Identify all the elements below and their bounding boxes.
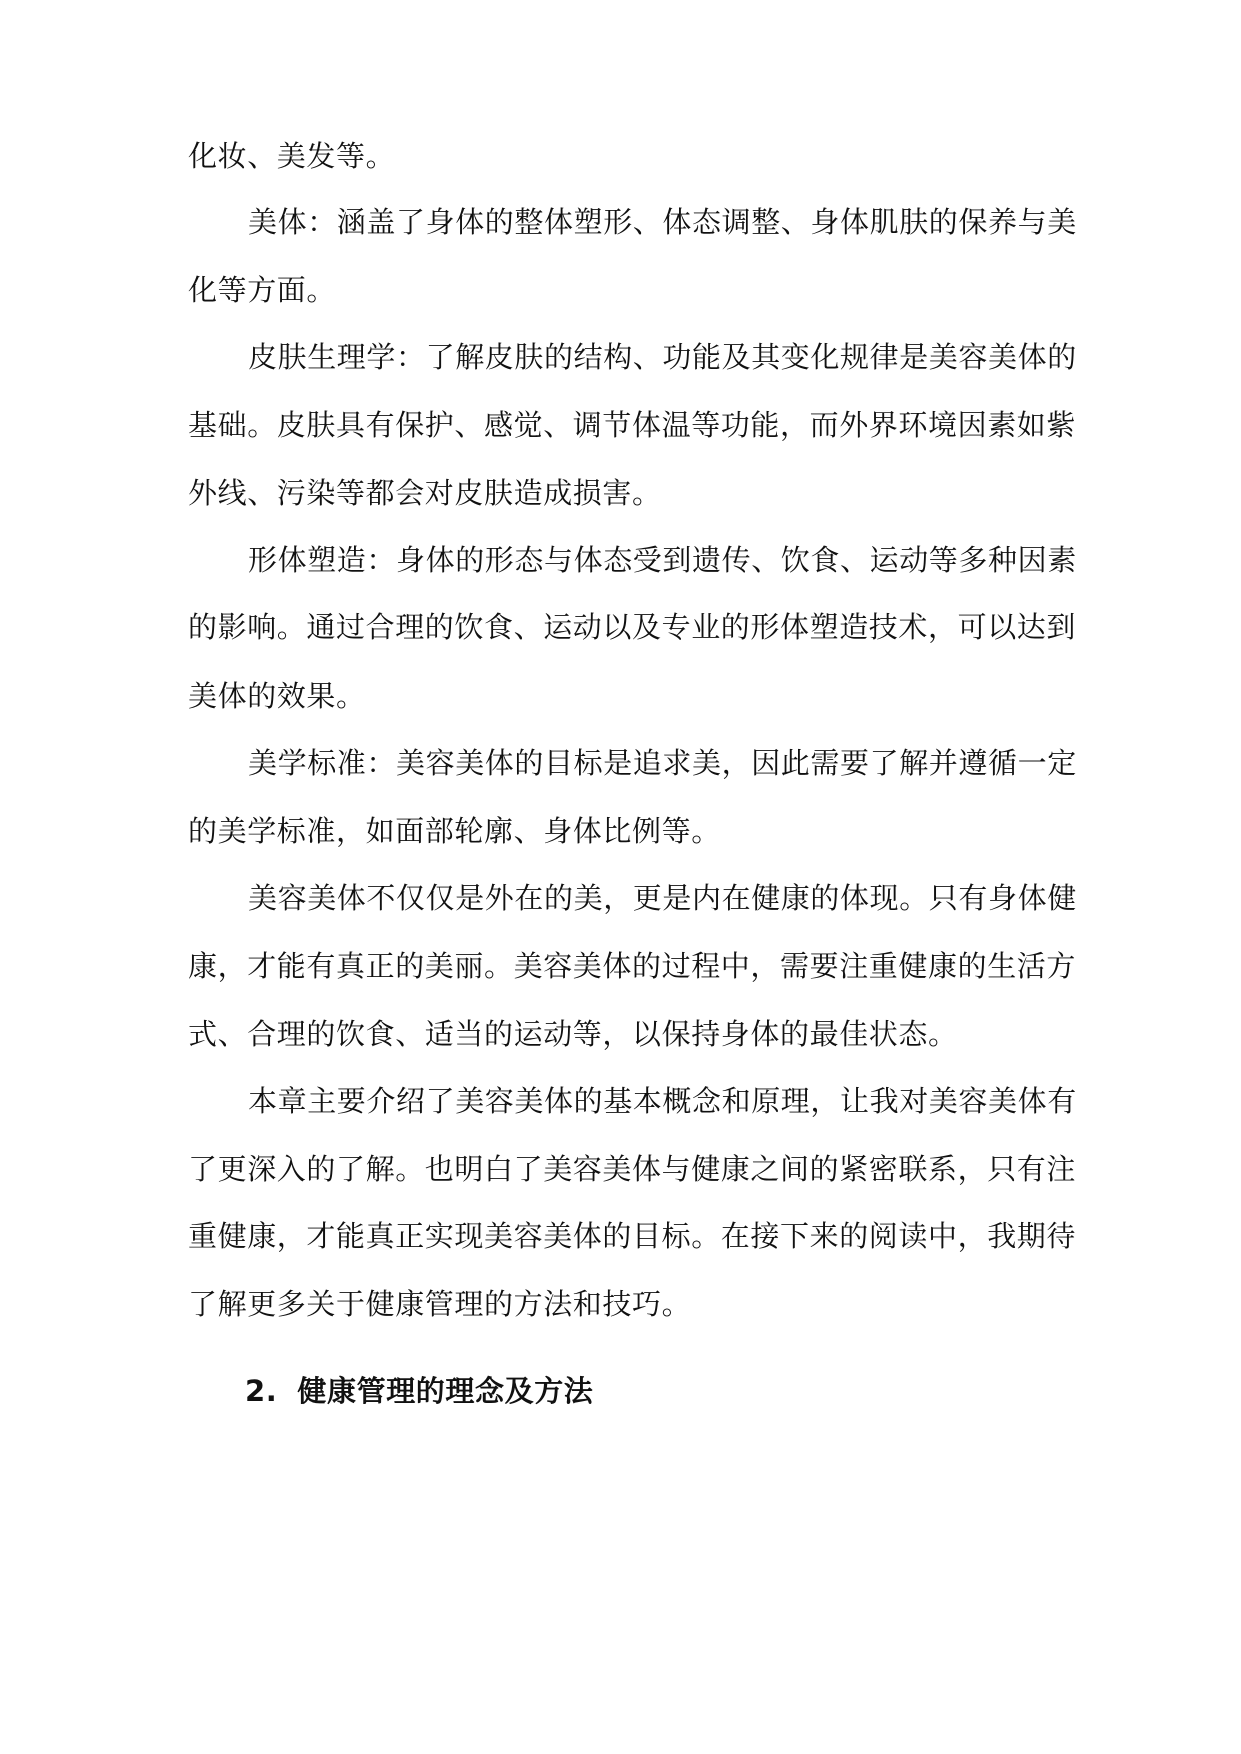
text-line: 了解更多关于健康管理的方法和技巧。	[188, 1287, 692, 1321]
text-line: 康，才能有真正的美丽。美容美体的过程中，需要注重健康的生活方	[188, 949, 1077, 983]
text-line: 本章主要介绍了美容美体的基本概念和原理，让我对美容美体有	[248, 1084, 1077, 1118]
text-line: 的美学标准，如面部轮廓、身体比例等。	[188, 814, 721, 848]
text-line: 外线、污染等都会对皮肤造成损害。	[188, 476, 662, 510]
text-line: 美学标准：美容美体的目标是追求美，因此需要了解并遵循一定	[248, 746, 1077, 780]
text-line: 式、合理的饮食、适当的运动等，以保持身体的最佳状态。	[188, 1017, 958, 1051]
text-line: 了更深入的了解。也明白了美容美体与健康之间的紧密联系，只有注	[188, 1152, 1077, 1186]
section-title: 健康管理的理念及方法	[297, 1374, 594, 1408]
text-line: 的影响。通过合理的饮食、运动以及专业的形体塑造技术，可以达到	[188, 610, 1077, 644]
text-line: 形体塑造：身体的形态与体态受到遗传、饮食、运动等多种因素	[248, 543, 1077, 577]
section-number: 2.	[245, 1374, 278, 1408]
text-line: 化妆、美发等。	[188, 139, 396, 173]
text-line: 化等方面。	[188, 273, 337, 307]
text-line: 皮肤生理学：了解皮肤的结构、功能及其变化规律是美容美体的	[248, 340, 1077, 374]
section-heading	[245, 1373, 593, 1409]
text-line: 美体的效果。	[188, 679, 366, 713]
text-line: 基础。皮肤具有保护、感觉、调节体温等功能，而外界环境因素如紫	[188, 408, 1077, 442]
text-line: 重健康，才能真正实现美容美体的目标。在接下来的阅读中，我期待	[188, 1219, 1077, 1253]
text-line: 美体：涵盖了身体的整体塑形、体态调整、身体肌肤的保养与美	[248, 205, 1077, 239]
text-line: 美容美体不仅仅是外在的美，更是内在健康的体现。只有身体健	[248, 881, 1077, 915]
